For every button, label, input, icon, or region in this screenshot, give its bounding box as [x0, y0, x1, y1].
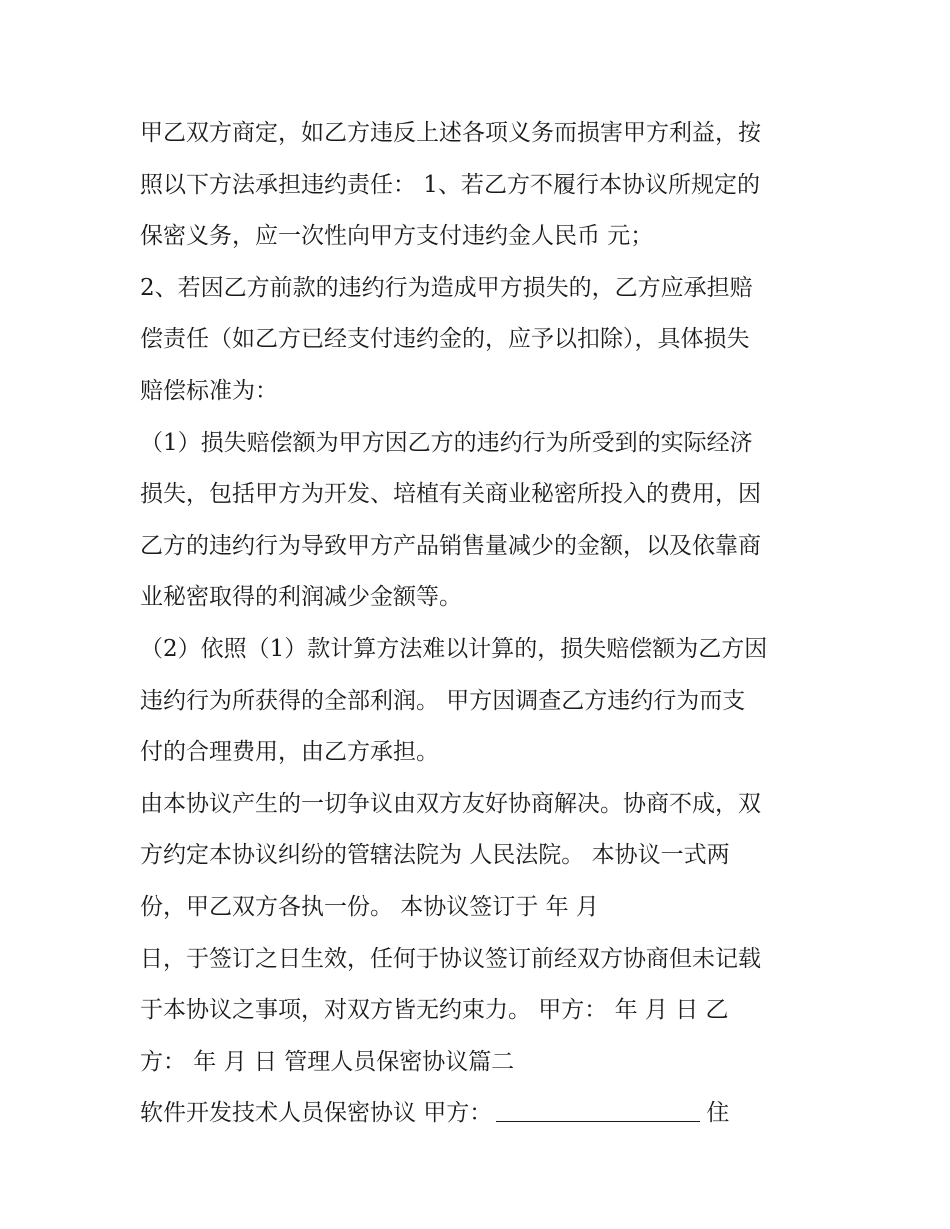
fill-in-blank — [496, 1099, 700, 1122]
text-line: 赔偿标准为： — [140, 377, 278, 404]
text-line: （2）依照（1）款计算方法难以计算的，损失赔偿额为乙方因 — [140, 635, 768, 662]
document-body — [140, 108, 820, 1140]
text-line: 保密义务，应一次性向甲方支付违约金人民币 元； — [140, 223, 654, 250]
last-text-line — [140, 1088, 820, 1140]
text-line: 2、若因乙方前款的违约行为造成甲方损失的，乙方应承担赔 — [140, 274, 753, 301]
text-line: 份，甲乙双方各执一份。 本协议签订于 年 月 — [140, 893, 599, 920]
text-line: 日，于签订之日生效，任何于协议签订前经双方协商但未记载 — [140, 945, 761, 972]
text-line: 违约行为所获得的全部利润。 甲方因调查乙方违约行为而支 — [140, 687, 746, 714]
text-line: 乙方的违约行为导致甲方产品销售量减少的金额，以及依靠商 — [140, 532, 761, 559]
text-line: 由本协议产生的一切争议由双方友好协商解决。协商不成，双 — [140, 790, 761, 817]
text-line: 照以下方法承担违约责任： 1、若乙方不履行本协议所规定的 — [140, 171, 760, 198]
text-line: 偿责任（如乙方已经支付违约金的，应予以扣除），具体损失 — [140, 326, 750, 353]
text-line: 损失，包括甲方为开发、培植有关商业秘密所投入的费用，因 — [140, 481, 761, 508]
text-line: 方： 年 月 日 管理人员保密协议篇二 — [140, 1048, 515, 1075]
text-line: 方约定本协议纠纷的管辖法院为 人民法院。 本协议一式两 — [140, 842, 730, 869]
text-line: （1）损失赔偿额为甲方因乙方的违约行为所受到的实际经济 — [140, 429, 753, 456]
text-line: 业秘密取得的利润减少金额等。 — [140, 584, 462, 611]
last-line-suffix: 住 — [706, 1100, 730, 1127]
text-line: 于本协议之事项，对双方皆无约束力。 甲方： 年 月 日 乙 — [140, 997, 729, 1024]
text-line: 付的合理费用，由乙方承担。 — [140, 739, 439, 766]
text-line: 甲乙双方商定，如乙方违反上述各项义务而损害甲方利益，按 — [140, 120, 761, 146]
last-line-prefix: 软件开发技术人员保密协议 甲方： — [140, 1100, 493, 1127]
